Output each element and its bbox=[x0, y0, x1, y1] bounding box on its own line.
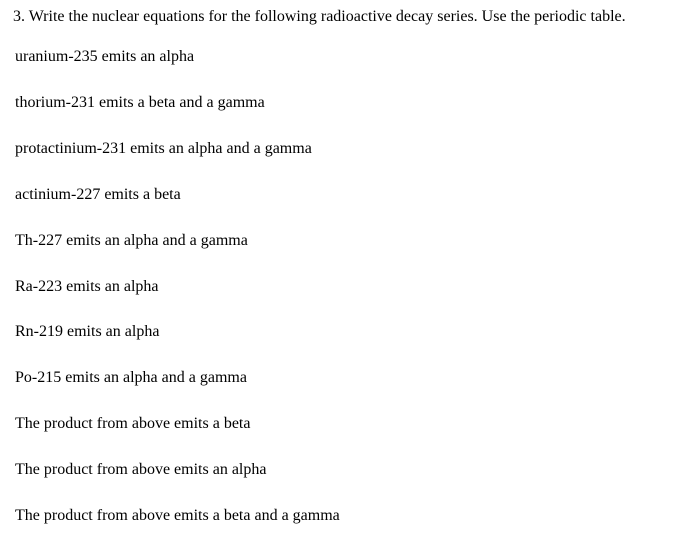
decay-step-6: Ra-223 emits an alpha bbox=[15, 278, 159, 295]
question-prompt: 3. Write the nuclear equations for the following radioactive decay series. Use the periodic table. bbox=[13, 8, 626, 25]
decay-step-4: actinium-227 emits a beta bbox=[15, 186, 181, 203]
decay-step-5: Th-227 emits an alpha and a gamma bbox=[15, 232, 248, 249]
decay-step-3: protactinium-231 emits an alpha and a gamma bbox=[15, 140, 312, 157]
decay-step-1: uranium-235 emits an alpha bbox=[15, 48, 195, 65]
decay-step-8: Po-215 emits an alpha and a gamma bbox=[15, 369, 247, 386]
decay-step-2: thorium-231 emits a beta and a gamma bbox=[15, 94, 265, 111]
decay-step-9: The product from above emits a beta bbox=[15, 415, 251, 432]
decay-step-7: Rn-219 emits an alpha bbox=[15, 323, 160, 340]
decay-step-11: The product from above emits a beta and a gamma bbox=[15, 507, 340, 524]
decay-step-10: The product from above emits an alpha bbox=[15, 461, 267, 478]
